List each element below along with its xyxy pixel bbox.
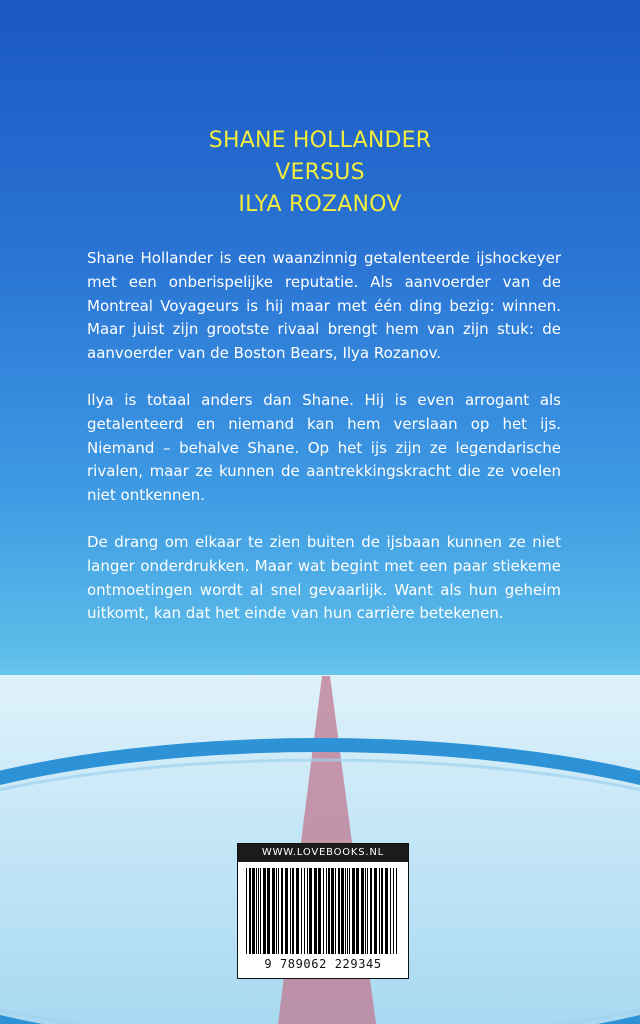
- barcode-bar: [365, 868, 366, 954]
- barcode-bar: [276, 868, 277, 954]
- barcode-bar: [272, 868, 275, 954]
- barcode-bar: [390, 868, 391, 954]
- blurb-paragraph-1: Shane Hollander is een waanzinnig getalenteerde ijshockeyer met een onberispelijke reputatie. Als aanvoerder van de Montreal Voyageurs is hij maar met één ding bezig: winnen. Maar juist zijn grootste rivaal brengt hem van zijn stuk: de aanvoerder van de Boston Bears, Ilya Rozanov.: [87, 249, 561, 363]
- barcode-bar: [249, 868, 251, 954]
- barcode-bar: [326, 868, 327, 954]
- barcode-bar: [338, 868, 340, 954]
- publisher-url: WWW.LOVEBOOKS.NL: [238, 844, 408, 862]
- barcode-bar: [352, 868, 355, 954]
- barcode-bar: [246, 868, 247, 954]
- barcode-bar: [381, 868, 383, 954]
- barcode-bar: [370, 868, 372, 954]
- barcode-bar: [318, 868, 321, 954]
- barcode-bar: [285, 868, 288, 954]
- barcode-bar: [361, 868, 364, 954]
- barcode-bar: [331, 868, 334, 954]
- barcode-bar: [258, 868, 259, 954]
- barcode-bar: [367, 868, 368, 954]
- barcode-bar: [307, 868, 308, 954]
- blurb-paragraph-2: Ilya is totaal anders dan Shane. Hij is even arrogant als getalenteerd en niemand kan hem verslaan op het ijs. Niemand – behalve Shane. Op het ijs zijn ze legendarische rivalen, maar ze kunnen de aantrekkingskracht die ze voelen niet ontkennen.: [87, 390, 561, 505]
- barcode-bar: [267, 868, 270, 954]
- title-line-2: VERSUS: [275, 160, 365, 185]
- barcode-bar: [296, 868, 299, 954]
- barcode-bar: [278, 868, 279, 954]
- barcode-label: [237, 843, 409, 979]
- barcode-bar: [260, 868, 261, 954]
- barcode-bar: [341, 868, 344, 954]
- barcode-bar: [345, 868, 346, 954]
- barcode-bar: [347, 868, 348, 954]
- barcode-bar: [301, 868, 302, 954]
- barcode-bar: [393, 868, 394, 954]
- barcode-bar: [356, 868, 359, 954]
- blurb: [87, 247, 561, 649]
- barcode-bar: [309, 868, 312, 954]
- barcode-bar: [314, 868, 317, 954]
- title-block: [0, 125, 640, 221]
- title-line-3: ILYA ROZANOV: [238, 192, 402, 217]
- isbn-number: 9 789062 229345: [264, 957, 382, 971]
- blurb-paragraph-3: De drang om elkaar te zien buiten de ijsbaan kunnen ze niet langer onderdrukken. Maar wat begint met een paar stiekeme ontmoetingen wordt al snel gevaarlijk. Want als hun geheim uitkomt, kan dat het einde van hun carrière betekenen.: [87, 532, 561, 623]
- barcode-bar: [335, 868, 336, 954]
- barcode-bar: [323, 868, 324, 954]
- barcode-bar: [349, 868, 350, 954]
- barcode-bar: [385, 868, 388, 954]
- barcode-bar: [281, 868, 283, 954]
- barcode-bar: [374, 868, 377, 954]
- barcode-bar: [252, 868, 255, 954]
- barcode-bar: [304, 868, 305, 954]
- barcode-bars: [246, 868, 400, 956]
- barcode-bar: [396, 868, 397, 954]
- barcode-bar: [292, 868, 294, 954]
- barcode-bar: [263, 868, 266, 954]
- barcode-bar: [256, 868, 257, 954]
- barcode-bar: [328, 868, 330, 954]
- title-line-1: SHANE HOLLANDER: [208, 128, 432, 153]
- barcode-bar: [290, 868, 291, 954]
- barcode-bar: [379, 868, 380, 954]
